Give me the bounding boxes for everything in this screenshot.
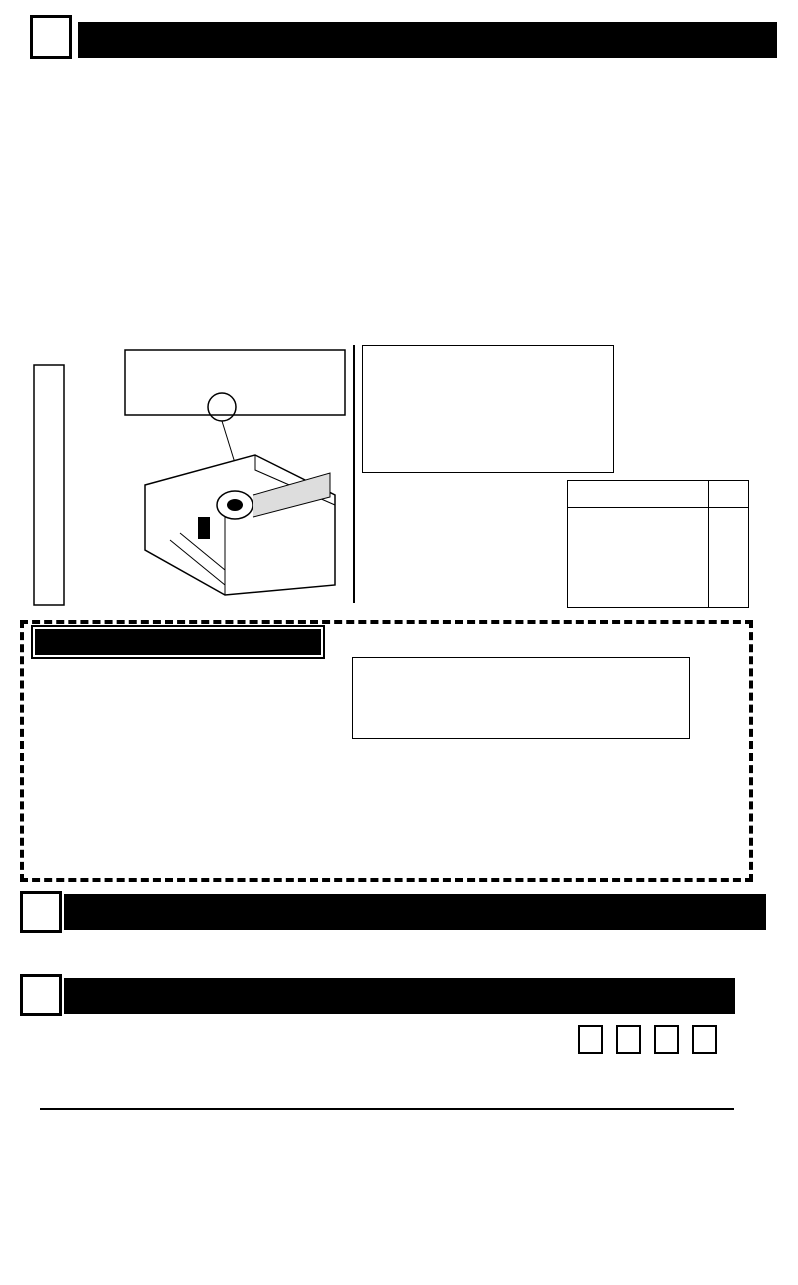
example-switch-panel — [352, 657, 690, 739]
header-rule — [40, 1108, 734, 1110]
section-1-number — [30, 15, 72, 59]
section-3-title — [64, 978, 735, 1014]
step-2-1 — [38, 93, 778, 113]
code-box-3[interactable] — [654, 1025, 679, 1054]
example-switches — [413, 662, 683, 738]
step-2-2 — [38, 118, 778, 154]
section-3-ref — [40, 1022, 580, 1036]
operator-drawing — [30, 345, 348, 607]
step-2-4 — [38, 185, 778, 221]
example-grid — [408, 760, 708, 846]
section-2-number — [20, 891, 62, 933]
step-2-3 — [38, 160, 778, 180]
section-3-number — [20, 974, 62, 1016]
divider — [353, 345, 355, 603]
example-badge — [33, 627, 323, 657]
code-box-1[interactable] — [578, 1025, 603, 1054]
code-box-4[interactable] — [692, 1025, 717, 1054]
note — [36, 224, 766, 274]
fig-3-nums — [148, 357, 343, 367]
example-code — [415, 850, 715, 874]
program-table — [40, 1113, 740, 1273]
fig-4-panel — [362, 345, 614, 473]
fig-4-grid — [371, 376, 607, 436]
chart-a — [567, 480, 749, 608]
section-2-title — [64, 894, 766, 930]
code-box-2[interactable] — [616, 1025, 641, 1054]
fig-3-illustration — [30, 345, 348, 607]
section-1-title — [78, 22, 777, 58]
example-text — [38, 661, 322, 676]
